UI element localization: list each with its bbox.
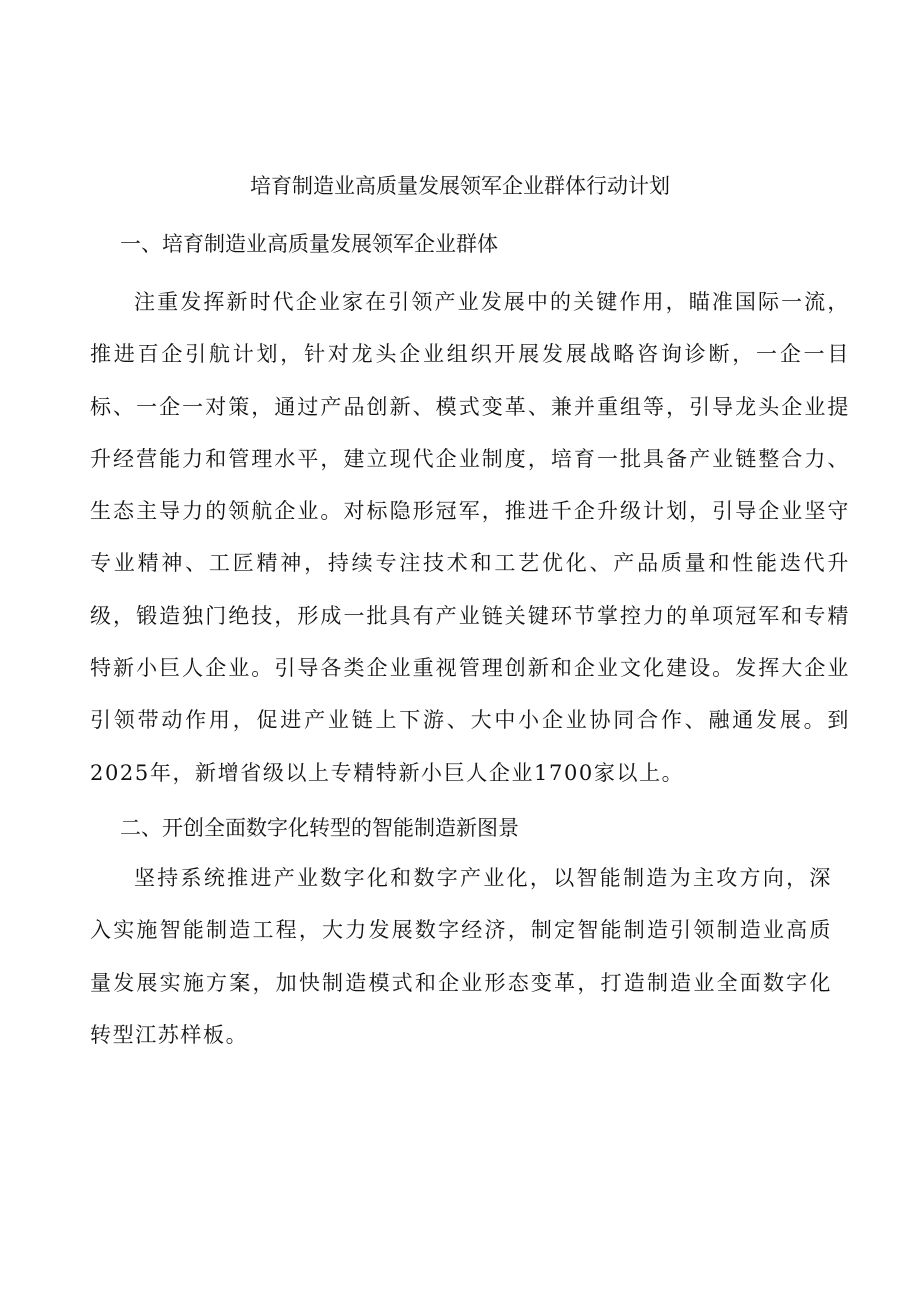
section-heading-2: 二、开创全面数字化转型的智能制造新图景 bbox=[120, 816, 519, 840]
section-paragraph-1: 注重发挥新时代企业家在引领产业发展中的关键作用，瞄准国际一流，推进百企引航计划，针对龙头企业组织开展发展战略咨询诊断，一企一目标、一企一对策，通过产品创新、模式变革、兼并重组等，引导龙头企业提升经营能力和管理水平，建立现代企业制度，培育一批具备产业链整合力、生态主导力的领航企业。对标隐形冠军，推进千企升级计划，引导企业坚守专业精神、工匠精神，持续专注技术和工艺优化、产品质量和性能迭代升级，锻造独门绝技，形成一批具有产业链关键环节掌控力的单项冠军和专精特新小巨人企业。引导各类企业重视管理创新和企业文化建设。发挥大企业引领带动作用，促进产业链上下游、大中小企业协同合作、融通发展。到2025年，新增省级以上专精特新小巨人企业1700家以上。 bbox=[90, 290, 850, 785]
section-heading-1: 一、培育制造业高质量发展领军企业群体 bbox=[120, 232, 498, 256]
document-title: 培育制造业高质量发展领军企业群体行动计划 bbox=[250, 174, 670, 198]
section-paragraph-2: 坚持系统推进产业数字化和数字产业化，以智能制造为主攻方向，深入实施智能制造工程，大力发展数字经济，制定智能制造引领制造业高质量发展实施方案，加快制造模式和企业形态变革，打造制造业全面数字化转型江苏样板。 bbox=[90, 866, 832, 1047]
